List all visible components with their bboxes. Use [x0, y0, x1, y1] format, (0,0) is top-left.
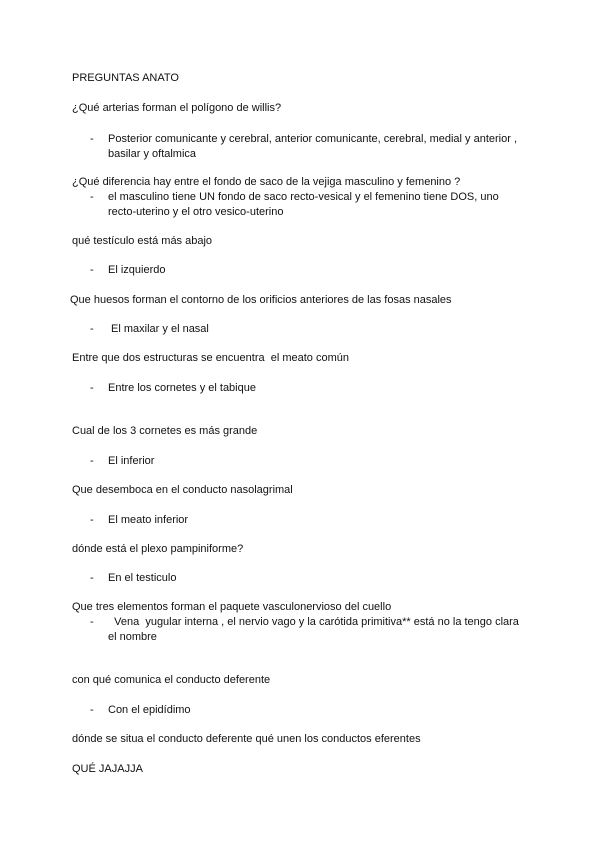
answer-2: el masculino tiene UN fondo de saco recto-vesical y el femenino tiene DOS, uno recto-uterino y el otro vesico-uterino — [108, 191, 499, 218]
bullet-7: - — [90, 514, 94, 526]
bullet-6: - — [90, 455, 94, 467]
answer-7: El meato inferior — [108, 514, 189, 526]
question-7: Que desemboca en el conducto nasolagrimal — [72, 484, 293, 496]
answer-4: El maxilar y el nasal — [108, 323, 209, 335]
answer-9: Vena yugular interna , el nervio vago y la carótida primitiva** está no la tengo clara el nombre — [108, 616, 522, 643]
question-8: dónde está el plexo pampiniforme? — [72, 543, 244, 555]
question-6: Cual de los 3 cornetes es más grande — [72, 425, 258, 437]
bullet-2: - — [90, 191, 94, 203]
question-9: Que tres elementos forman el paquete vasculonervioso del cuello — [72, 601, 392, 613]
answer-6: El inferior — [108, 455, 155, 467]
answer-10: Con el epidídimo — [108, 704, 191, 716]
question-5: Entre que dos estructuras se encuentra el meato común — [72, 352, 349, 364]
bullet-8: - — [90, 572, 94, 584]
answer-5: Entre los cornetes y el tabique — [108, 382, 256, 394]
bullet-4: - — [90, 323, 94, 335]
document-title: PREGUNTAS ANATO — [72, 72, 179, 84]
question-11: dónde se situa el conducto deferente qué unen los conductos eferentes — [72, 733, 421, 745]
question-3: qué testículo está más abajo — [72, 235, 213, 247]
question-10: con qué comunica el conducto deferente — [72, 674, 271, 686]
answer-1: Posterior comunicante y cerebral, anterior comunicante, cerebral, medial y anterior , basilar y oftalmica — [108, 133, 518, 160]
closing-text: QUÉ JAJAJJA — [72, 763, 143, 775]
bullet-10: - — [90, 704, 94, 716]
bullet-5: - — [90, 382, 94, 394]
bullet-9: - — [90, 616, 94, 628]
answer-8: En el testiculo — [108, 572, 177, 584]
question-1: ¿Qué arterias forman el polígono de willis? — [72, 102, 282, 114]
bullet-3: - — [90, 264, 94, 276]
question-4: Que huesos forman el contorno de los orificios anteriores de las fosas nasales — [70, 294, 452, 306]
question-2: ¿Qué diferencia hay entre el fondo de saco de la vejiga masculino y femenino ? — [72, 176, 461, 188]
answer-3: El izquierdo — [108, 264, 166, 276]
bullet-1: - — [90, 133, 94, 145]
